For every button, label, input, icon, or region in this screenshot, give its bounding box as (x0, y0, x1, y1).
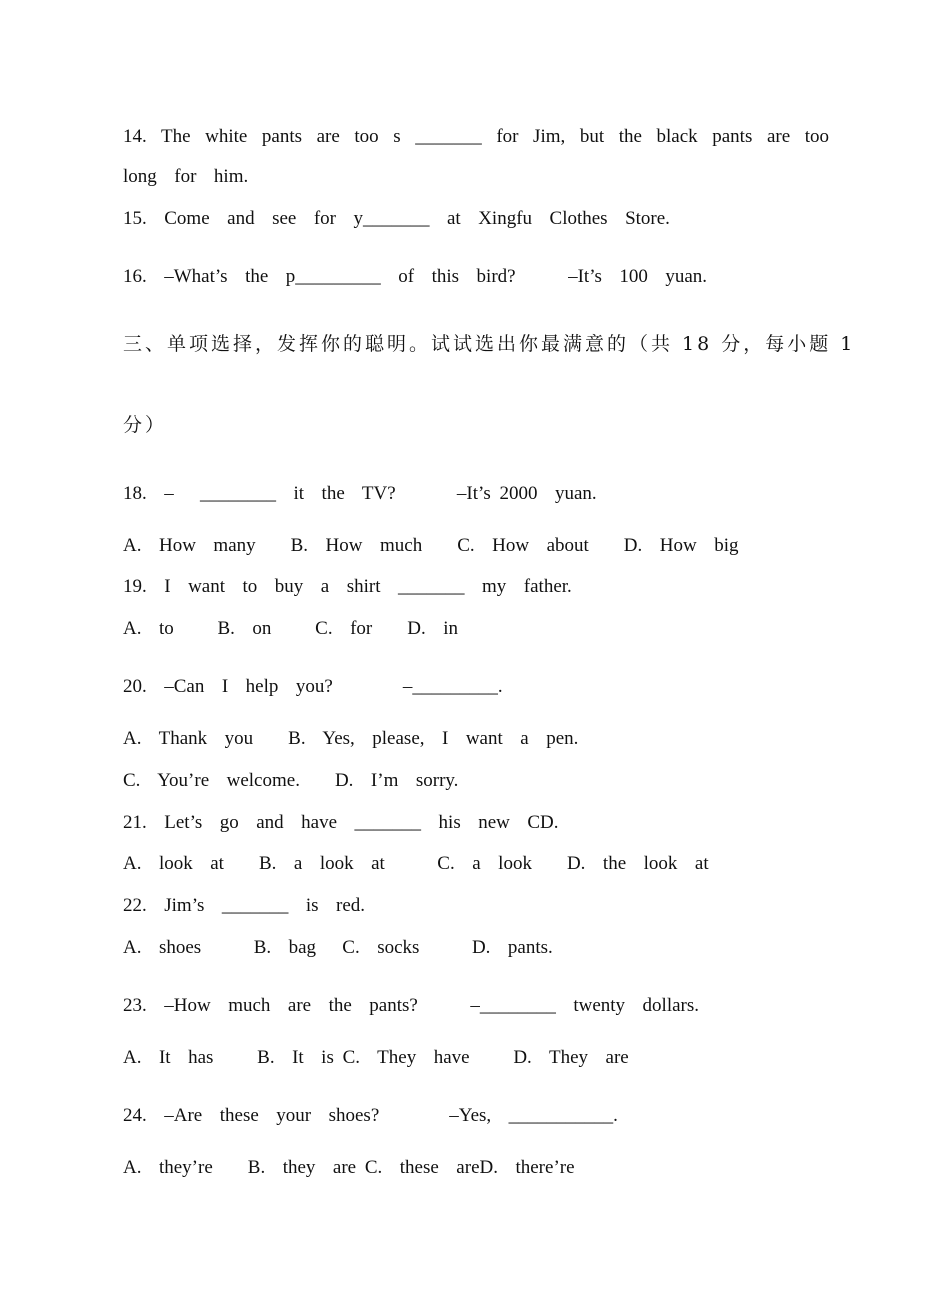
question-14-line-2: long for him. (123, 166, 249, 187)
question-20-options-2: C. You’re welcome. D. I’m sorry. (123, 770, 459, 791)
question-24: 24. –Are these your shoes? –Yes, ___________. (123, 1105, 618, 1126)
question-21-options: A. look at B. a look at C. a look D. the look at (123, 853, 709, 874)
question-24-options: A. they’re B. they are C. these areD. there’re (123, 1157, 575, 1178)
section-3-heading-cont: 分） (123, 414, 168, 436)
question-23-options: A. It has B. It is C. They have D. They are (123, 1047, 629, 1068)
question-20-options-1: A. Thank you B. Yes, please, I want a pen. (123, 728, 579, 749)
section-3-heading: 三、单项选择，发挥你的聪明。试试选出你最满意的（共 18 分，每小题 1 (123, 333, 856, 355)
question-14-line-1: 14. The white pants are too s _______ for Jim, but the black pants are too (123, 126, 829, 147)
question-23: 23. –How much are the pants? –________ twenty dollars. (123, 995, 700, 1016)
question-21: 21. Let’s go and have _______ his new CD. (123, 812, 559, 833)
question-19-options: A. to B. on C. for D. in (123, 618, 458, 639)
question-22-options: A. shoes B. bag C. socks D. pants. (123, 937, 553, 958)
question-18: 18. – ________ it the TV? –It’s 2000 yuan. (123, 483, 597, 504)
question-16: 16. –What’s the p_________ of this bird? –It’s 100 yuan. (123, 266, 708, 287)
question-19: 19. I want to buy a shirt _______ my father. (123, 576, 572, 597)
question-18-options: A. How many B. How much C. How about D. How big (123, 535, 739, 556)
question-22: 22. Jim’s _______ is red. (123, 895, 366, 916)
question-15: 15. Come and see for y_______ at Xingfu Clothes Store. (123, 208, 670, 229)
question-20: 20. –Can I help you? –_________. (123, 676, 503, 697)
